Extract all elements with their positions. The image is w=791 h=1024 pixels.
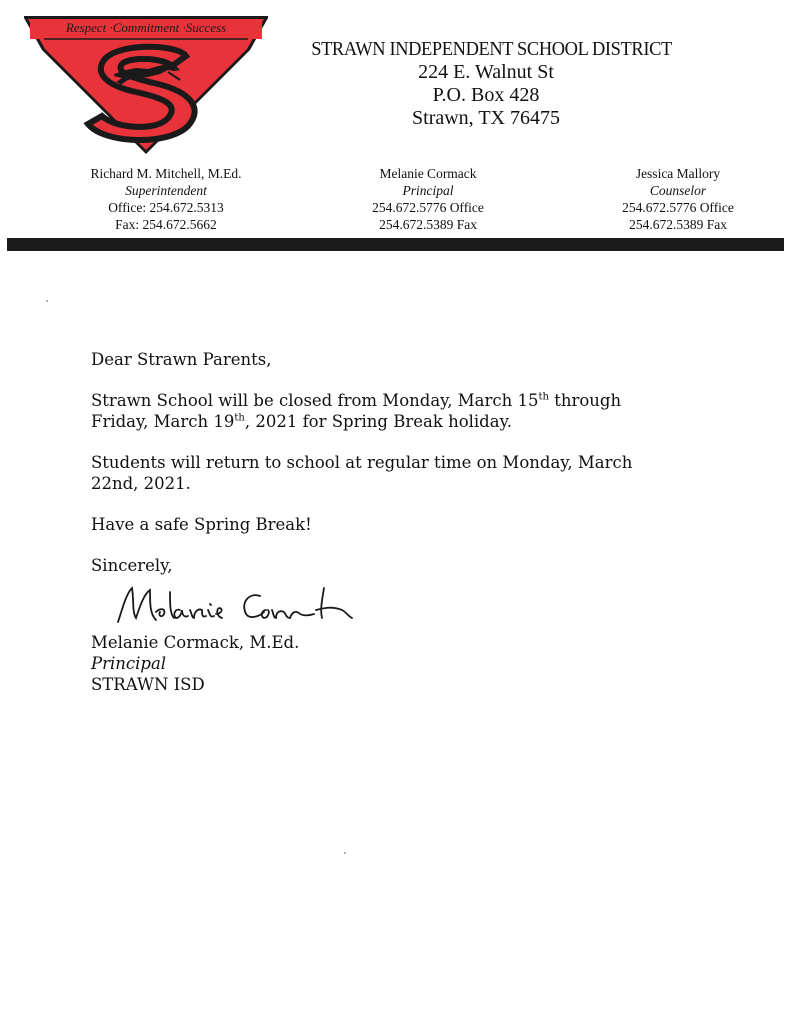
letter-sign-off: Sincerely, (91, 556, 173, 575)
signer-name: Melanie Cormack, M.Ed. (91, 633, 300, 652)
handwritten-signature (110, 580, 380, 630)
staff-superintendent (66, 165, 266, 233)
staff-role: Principal (402, 183, 454, 198)
staff-office-phone: 254.672.5776 Office (372, 200, 484, 215)
signature-block (91, 632, 299, 695)
staff-name: Richard M. Mitchell, M.Ed. (90, 166, 242, 181)
scan-speck (46, 300, 48, 302)
header-divider (7, 238, 784, 251)
letter-paragraph-wish: Have a safe Spring Break! (91, 515, 312, 534)
staff-principal (328, 165, 528, 233)
staff-fax: 254.672.5389 Fax (379, 217, 477, 232)
signer-title: Principal (91, 654, 167, 673)
logo-motto: Respect ·Commitment ·Success (65, 20, 227, 35)
district-street: 224 E. Walnut St (418, 61, 554, 83)
district-city: Strawn, TX 76475 (412, 107, 560, 129)
school-logo (18, 14, 274, 156)
district-header (296, 38, 676, 130)
letter-paragraph-closure: Strawn School will be closed from Monday, March 15th through Friday, March 19th, 2021 for Spring Break holiday. (91, 391, 622, 431)
staff-office-phone: 254.672.5776 Office (622, 200, 734, 215)
letter-body (91, 349, 731, 576)
staff-office-phone: Office: 254.672.5313 (108, 200, 224, 215)
staff-role: Superintendent (125, 183, 207, 198)
district-name: STRAWN INDEPENDENT SCHOOL DISTRICT (311, 38, 672, 60)
staff-counselor (578, 165, 778, 233)
district-po-box: P.O. Box 428 (432, 84, 540, 106)
staff-fax: Fax: 254.672.5662 (115, 217, 217, 232)
letter-paragraph-return: Students will return to school at regular time on Monday, March 22nd, 2021. (91, 453, 633, 493)
staff-name: Melanie Cormack (379, 166, 477, 181)
letter-greeting: Dear Strawn Parents, (91, 350, 272, 369)
staff-fax: 254.672.5389 Fax (629, 217, 727, 232)
staff-role: Counselor (649, 183, 707, 198)
scan-speck (344, 852, 346, 854)
signer-organization: STRAWN ISD (91, 675, 205, 694)
staff-name: Jessica Mallory (635, 166, 721, 181)
